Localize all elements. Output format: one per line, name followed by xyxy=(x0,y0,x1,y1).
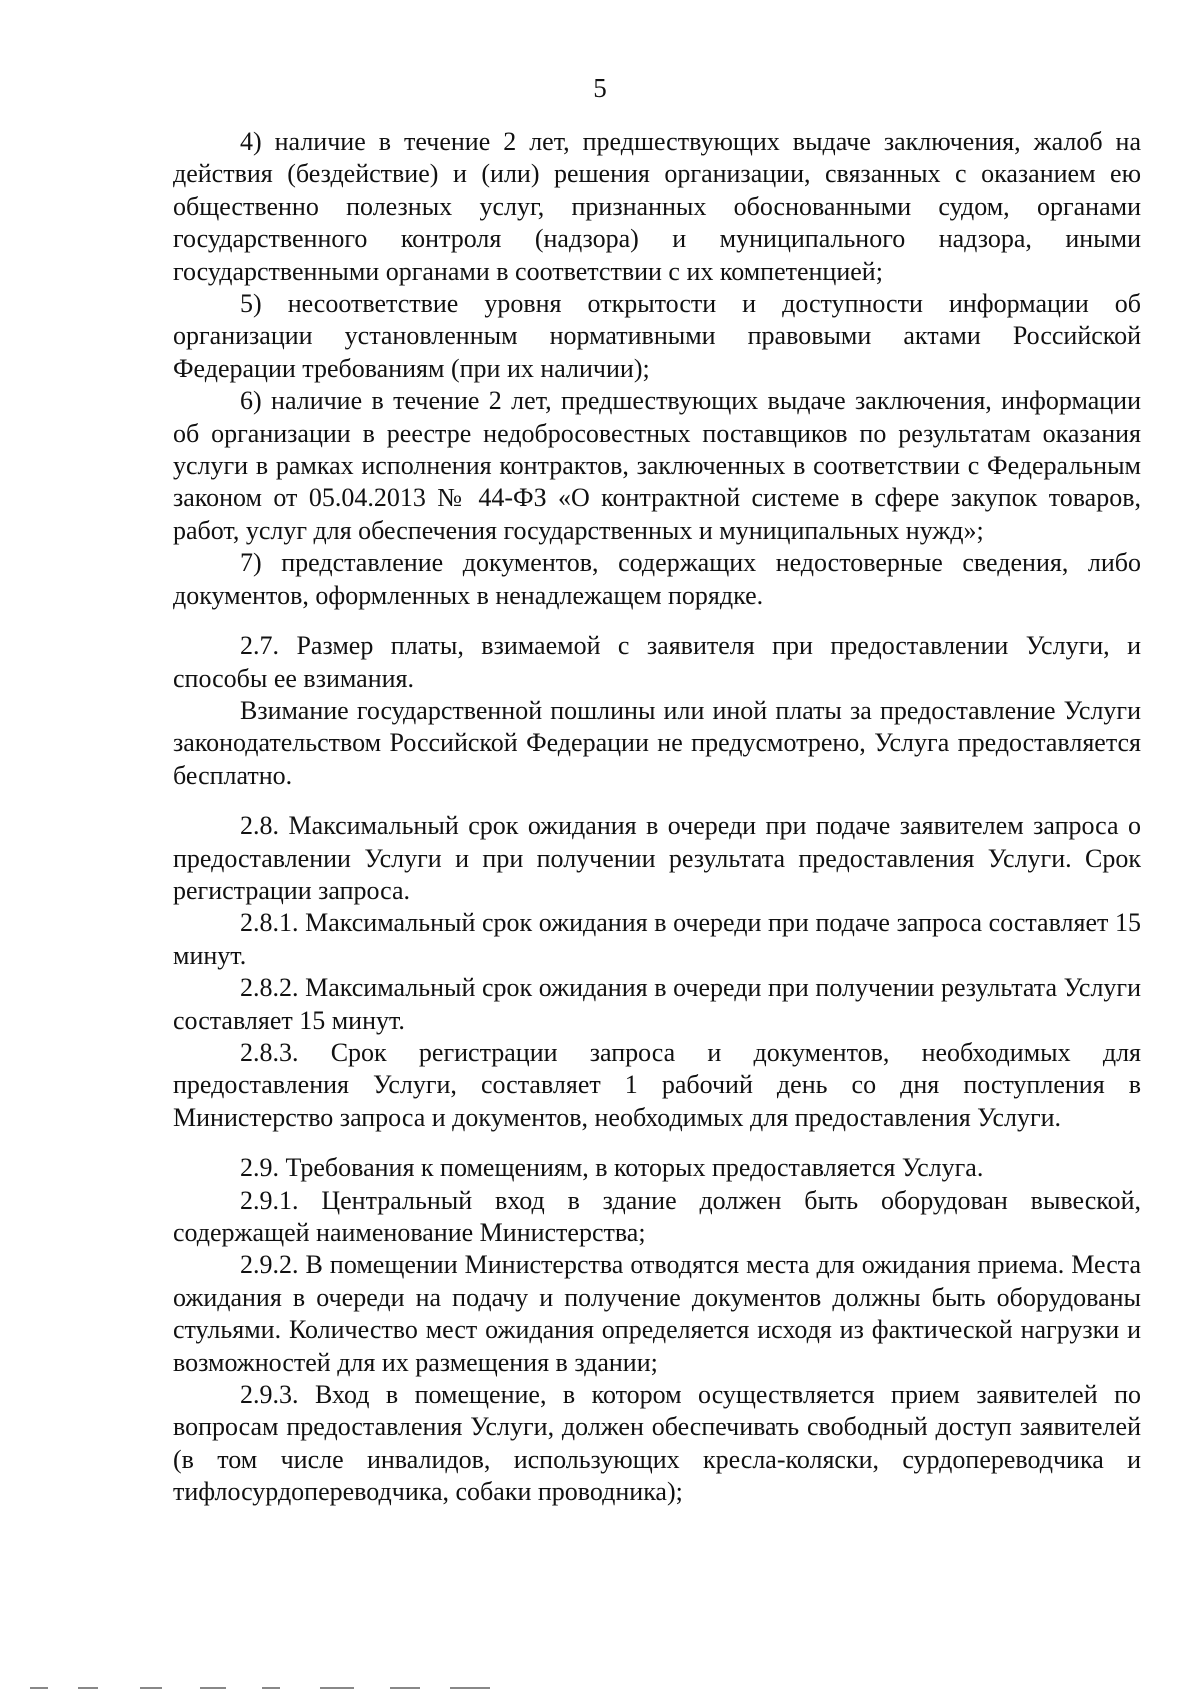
section-2-7-text: Взимание государственной пошлины или иной платы за предоставление Услуги законодательством Российской Федерации не предусмотрено, Услуга предоставляется бесплатно. xyxy=(173,695,1141,790)
document-body xyxy=(173,126,1141,1509)
page-number: 5 xyxy=(593,73,607,103)
scan-edge-artifact xyxy=(30,1679,510,1693)
section-2-8-2: 2.8.2. Максимальный срок ожидания в очереди при получении результата Услуги составляет 15 минут. xyxy=(173,973,1141,1035)
section-2-8-3: 2.8.3. Срок регистрации запроса и документов, необходимых для предоставления Услуги, составляет 1 рабочий день со дня поступления в Министерство запроса и документов, необходимых для предоставления Услуги. xyxy=(173,1037,1141,1132)
section-2-8-heading: 2.8. Максимальный срок ожидания в очереди при подаче заявителем запроса о предоставлении Услуги и при получении результата предоставления Услуги. Срок регистрации запроса. xyxy=(173,811,1141,905)
section-2-8-1: 2.8.1. Максимальный срок ожидания в очереди при подаче запроса составляет 15 минут. xyxy=(173,908,1141,970)
paragraph-item-5: 5) несоответствие уровня открытости и доступности информации об организации установленным нормативными правовыми актами Российской Федерации требованиям (при их наличии); xyxy=(173,289,1141,383)
paragraph-item-4: 4) наличие в течение 2 лет, предшествующих выдаче заключения, жалоб на действия (бездействие) и (или) решения организации, связанных с оказанием ею общественно полезных услуг, признанных обоснованными судом, органами государственного контроля (надзора) и муниципального надзора, иными государственными органами в соответствии с их компетенцией; xyxy=(173,127,1141,286)
paragraph-item-7: 7) представление документов, содержащих недостоверные сведения, либо документов, оформленных в ненадлежащем порядке. xyxy=(173,548,1141,610)
section-2-7-heading: 2.7. Размер платы, взимаемой с заявителя при предоставлении Услуги, и способы ее взимания. xyxy=(173,631,1141,693)
section-2-9-3: 2.9.3. Вход в помещение, в котором осуществляется прием заявителей по вопросам предоставления Услуги, должен обеспечивать свободный доступ заявителей (в том числе инвалидов, использующих кресла-коляски, сурдопереводчика и тифлосурдопереводчика, собаки проводника); xyxy=(173,1380,1141,1507)
paragraph-item-6: 6) наличие в течение 2 лет, предшествующих выдаче заключения, информации об организации в реестре недобросовестных поставщиков по результатам оказания услуги в рамках исполнения контрактов, заключенных в соответствии с Федеральным законом от 05.04.2013 № 44-ФЗ «О контрактной системе в сфере закупок товаров, работ, услуг для обеспечения государственных и муниципальных нужд»; xyxy=(173,386,1141,545)
section-2-9-1: 2.9.1. Центральный вход в здание должен быть оборудован вывеской, содержащей наименование Министерства; xyxy=(173,1185,1141,1247)
section-2-9-2: 2.9.2. В помещении Министерства отводятся места для ожидания приема. Места ожидания в очереди на подачу и получение документов должны быть оборудованы стульями. Количество мест ожидания определяется исходя из фактической нагрузки и возможностей для их размещения в здании; xyxy=(173,1250,1141,1377)
section-2-9-heading: 2.9. Требования к помещениям, в которых предоставляется Услуга. xyxy=(240,1153,984,1183)
